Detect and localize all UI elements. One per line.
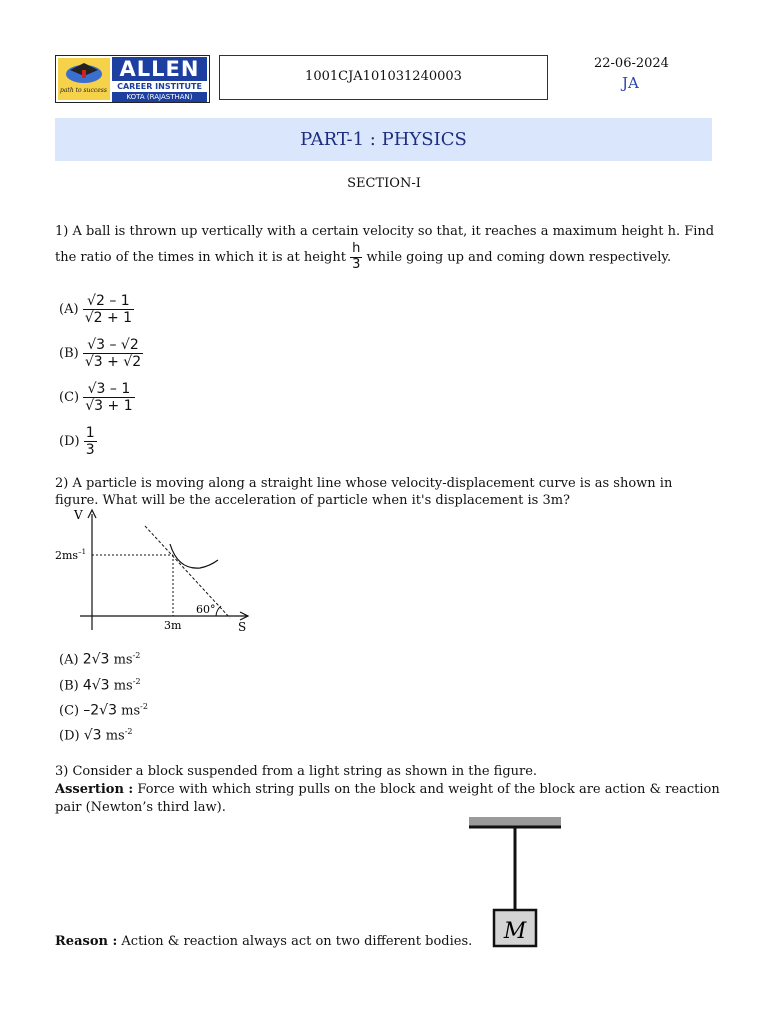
q3-stem: 3) Consider a block suspended from a light string as shown in the figure. bbox=[55, 764, 538, 779]
q3-assertion-line2: pair (Newton’s third law). bbox=[55, 800, 226, 815]
q2-option-d[interactable]: (D) √3 $ms^{-2}$ bbox=[59, 727, 133, 744]
q1-option-d[interactable]: (D) $\frac{1}{3}$ bbox=[59, 425, 95, 459]
q1-option-b[interactable]: (B) $\frac{√3 - √2}{√3 + √2}$ bbox=[59, 337, 142, 371]
reason-label: Reason : bbox=[55, 934, 118, 949]
section-title: SECTION-I bbox=[347, 176, 421, 191]
velocity-displacement-figure bbox=[50, 506, 260, 636]
displacement-value-label: 3m bbox=[164, 619, 182, 632]
q2-option-b[interactable]: (B) 4√3 $ms^{-2}$ bbox=[59, 677, 141, 694]
stream-code: JA bbox=[622, 74, 639, 92]
logo-tagline: path to success bbox=[60, 87, 107, 94]
q1-option-b-fraction: $\frac{√3 - √2}{√3 + √2}$ bbox=[84, 337, 142, 371]
paper-code-box: 1001CJA101031240003 bbox=[219, 55, 548, 100]
q1-option-a[interactable]: (A) $\frac{√2 - 1}{√2 + 1}$ bbox=[59, 293, 133, 327]
logo-location: KOTA (RAJASTHAN) bbox=[112, 92, 207, 102]
suspended-block-figure bbox=[465, 814, 565, 950]
q2-option-c[interactable]: (C) –2√3 $ms^{-2}$ bbox=[59, 702, 148, 719]
velocity-value-label: $2ms^{-1}$ bbox=[55, 548, 87, 562]
q1-option-c-fraction: $\frac{√3 - 1}{√3 + 1}$ bbox=[85, 381, 133, 415]
q3-assertion-line1: Assertion : Force with which string pulls on the block and weight of the block are action & reaction bbox=[55, 782, 720, 797]
logo-brand: ALLEN bbox=[112, 57, 207, 81]
q1-stem-line2: the ratio of the times in which it is at height $\frac{h}{3}$ while going up and coming down respectively. bbox=[55, 241, 672, 272]
q1-stem-line1: 1) A ball is thrown up vertically with a certain velocity so that, it reaches a maximum height h. Find bbox=[55, 224, 715, 239]
logo-subtitle: CAREER INSTITUTE bbox=[117, 82, 202, 91]
block-label: M bbox=[503, 919, 527, 944]
part-title: PART-1 : PHYSICS bbox=[55, 118, 712, 161]
q2-option-a[interactable]: (A) 2√3 $ms^{-2}$ bbox=[59, 651, 141, 668]
q2-stem-line1: 2) A particle is moving along a straight line whose velocity-displacement curve is as shown in bbox=[55, 476, 673, 491]
s-axis-label: S bbox=[238, 620, 247, 634]
q1-height-fraction: $\frac{h}{3}$ bbox=[352, 241, 361, 272]
exam-date: 22-06-2024 bbox=[594, 56, 669, 71]
angle-label: 60° bbox=[196, 603, 216, 616]
allen-logo bbox=[55, 55, 210, 103]
v-axis-label: V bbox=[74, 508, 83, 522]
q1-option-c[interactable]: (C) $\frac{√3 - 1}{√3 + 1}$ bbox=[59, 381, 133, 415]
assertion-label: Assertion : bbox=[55, 782, 134, 797]
tangent-line bbox=[145, 526, 230, 618]
q2-stem-line2: figure. What will be the acceleration of particle when it's displacement is 3m? bbox=[55, 493, 571, 508]
q1-option-d-fraction: $\frac{1}{3}$ bbox=[85, 425, 95, 459]
v-s-curve bbox=[170, 544, 218, 568]
q1-option-a-fraction: $\frac{√2 - 1}{√2 + 1}$ bbox=[84, 293, 133, 327]
q3-reason: Reason : Action & reaction always act on two different bodies. bbox=[55, 934, 473, 949]
